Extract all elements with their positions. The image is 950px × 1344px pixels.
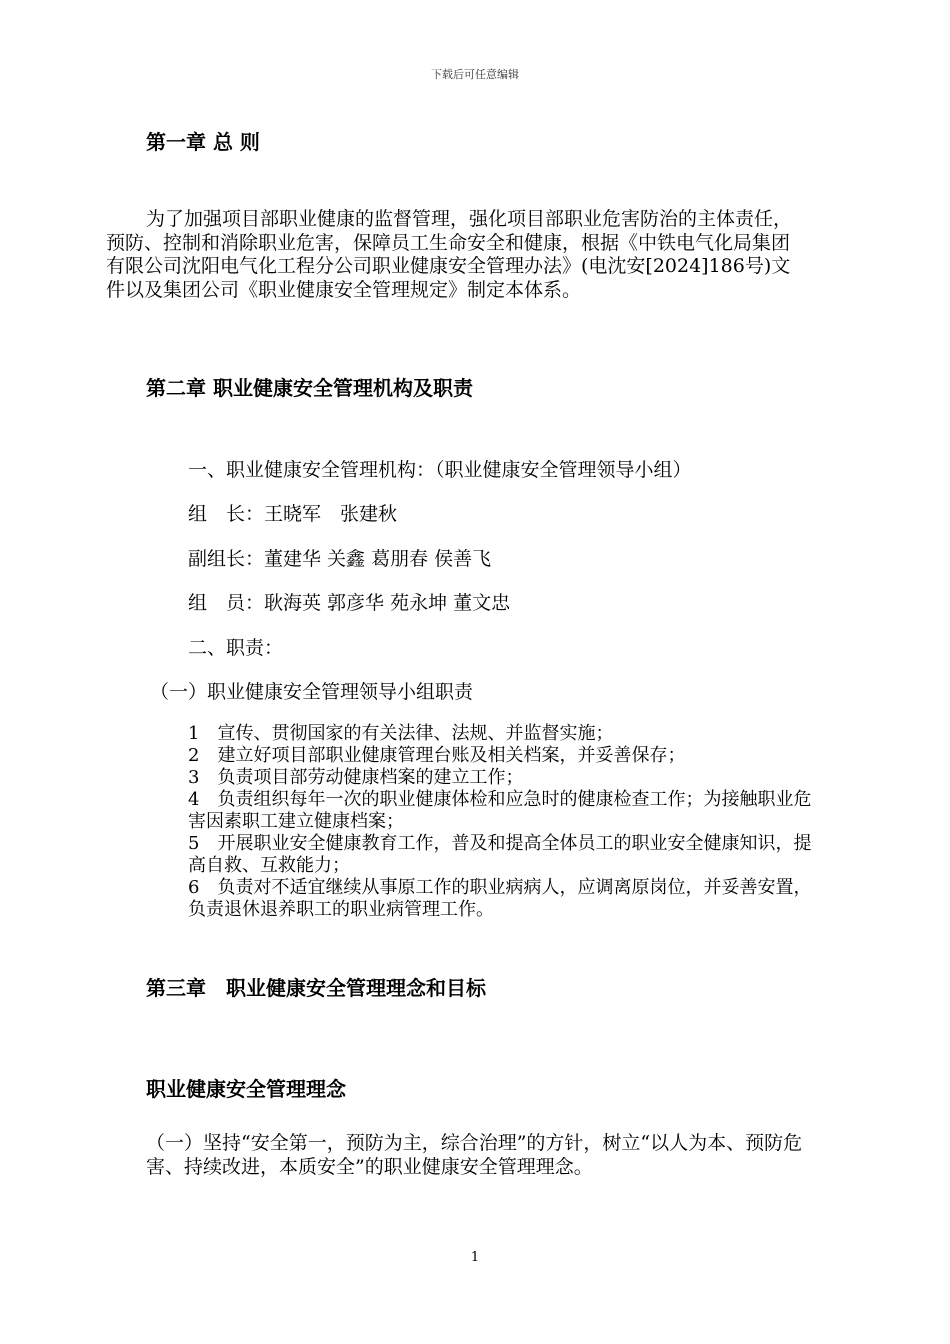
page-number: 1	[470, 1250, 480, 1265]
duties-list	[188, 723, 828, 921]
org-heading: 一、职业健康安全管理机构：（职业健康安全管理领导小组）	[188, 459, 692, 481]
list-item: 5 开展职业安全健康教育工作，普及和提高全体员工的职业安全健康知识，提高自救、互救能力；	[188, 833, 812, 876]
chapter2-title: 第二章 职业健康安全管理机构及职责	[146, 376, 473, 400]
deputy-line: 副组长：董建华 关鑫 葛朋春 侯善飞	[188, 548, 492, 570]
chapter3-subtitle: 职业健康安全管理理念	[146, 1077, 346, 1101]
chapter1-title: 第一章 总 则	[146, 130, 260, 154]
members-line: 组 员：耿海英 郭彦华 苑永坤 董文忠	[188, 592, 511, 614]
list-item: 4 负责组织每年一次的职业健康体检和应急时的健康检查工作；为接触职业危害因素职工建立健康档案；	[188, 789, 812, 832]
list-item: 1 宣传、贯彻国家的有关法律、法规、并监督实施；	[188, 723, 614, 744]
chapter3-paragraph: （一）坚持“安全第一，预防为主，综合治理”的方针，树立“以人为本、预防危害、持续改进，本质安全”的职业健康安全管理理念。	[146, 1132, 803, 1178]
duties-subheading: （一）职业健康安全管理领导小组职责	[150, 681, 474, 703]
list-item: 6 负责对不适宜继续从事原工作的职业病病人，应调离原岗位，并妥善安置，负责退休退养职工的职业病管理工作。	[188, 877, 812, 920]
header-note: 下载后可任意编辑	[431, 68, 519, 81]
leader-line: 组 长：王晓军 张建秋	[188, 503, 398, 525]
chapter1-paragraph: 为了加强项目部职业健康的监督管理，强化项目部职业危害防治的主体责任，预防、控制和消除职业危害，保障员工生命安全和健康，根据《中铁电气化局集团有限公司沈阳电气化工程分公司职业健康安全管理办法》(电沈安[2024]186号)文件以及集团公司《职业健康安全管理规定》制定本体系。	[106, 208, 793, 301]
list-item: 2 建立好项目部职业健康管理台账及相关档案，并妥善保存；	[188, 745, 686, 766]
chapter3-title: 第三章 职业健康安全管理理念和目标	[146, 976, 486, 1000]
list-item: 3 负责项目部劳动健康档案的建立工作；	[188, 767, 524, 788]
duties-heading: 二、职责：	[188, 637, 284, 659]
